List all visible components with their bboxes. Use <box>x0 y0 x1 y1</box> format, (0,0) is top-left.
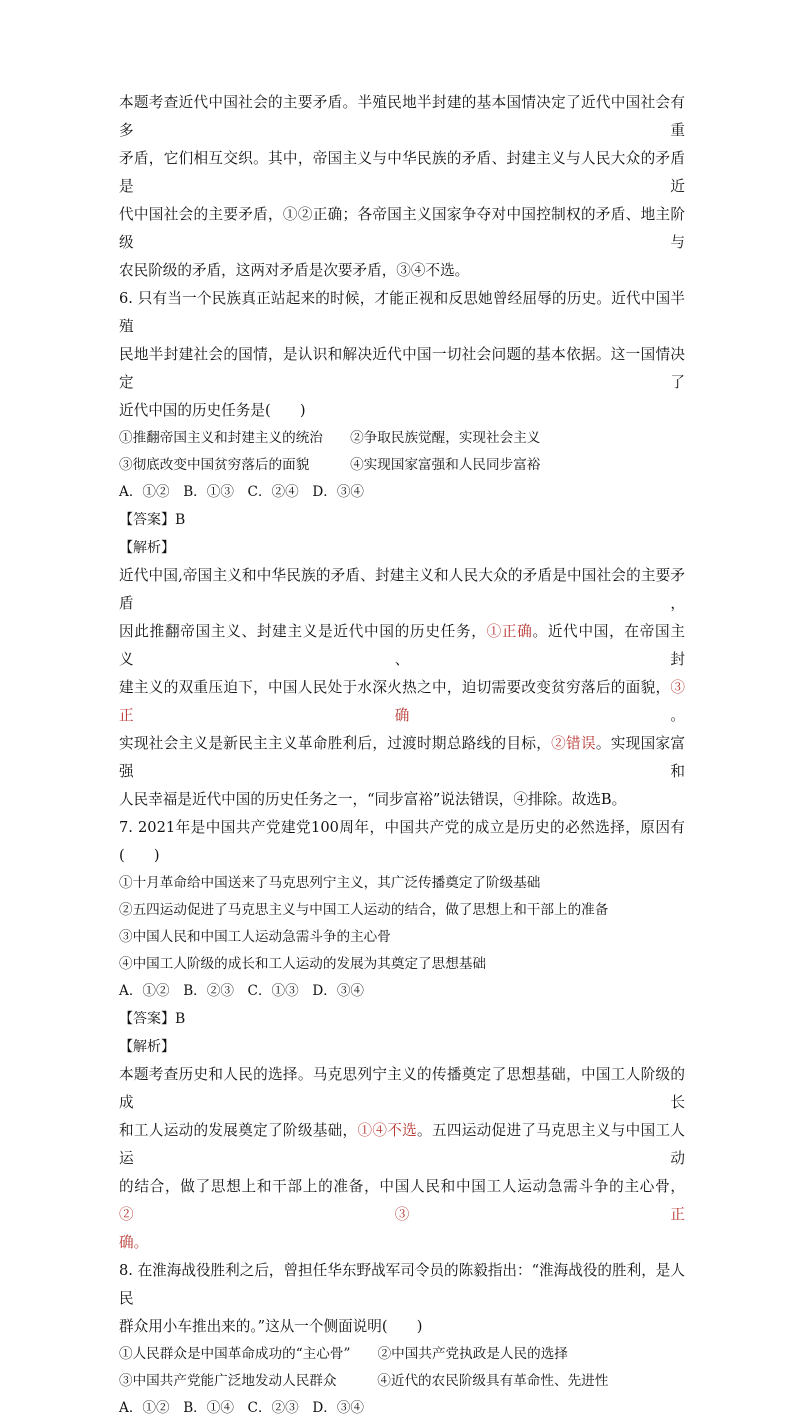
highlight-correct: ②③正 <box>119 1206 685 1223</box>
answer-choices: A．①② B．①③ C．②④ D．③④ <box>119 484 365 500</box>
text-span: 。近代中国，在帝国主义、封 <box>119 623 685 668</box>
highlight-correct: 确。 <box>119 1234 149 1251</box>
answer-tag: 【答案】B <box>119 1011 186 1027</box>
text-span: 实现社会主义是新民主主义革命胜利后，过渡时期总路线的目标， <box>119 735 552 752</box>
text-line: 人民幸福是近代中国的历史任务之一，“同步富裕”说法错误，④排除。故选B。 <box>119 791 627 808</box>
document-content <box>119 89 685 1422</box>
answer-tag: 【答案】B <box>119 512 186 528</box>
text-line <box>119 674 685 730</box>
option-line: ③中国人民和中国工人运动急需斗争的主心骨 <box>119 929 391 945</box>
text-span: 因此推翻帝国主义、封建主义是近代中国的历史任务， <box>119 623 487 640</box>
question-stem-line: 7. 2021年是中国共产党建党100周年，中国共产党的成立是历史的必然选择，原因有( ) <box>119 819 685 864</box>
option-line: ③中国共产党能广泛地发动人民群众 ④近代的农民阶级具有革命性、先进性 <box>119 1373 609 1389</box>
intro-explanation <box>119 89 685 285</box>
text-line: 近代中国,帝国主义和中华民族的矛盾、封建主义和人民大众的矛盾是中国社会的主要矛盾， <box>119 567 685 612</box>
option-line: ①人民群众是中国革命成功的“主心骨” ②中国共产党执政是人民的选择 <box>119 1346 568 1362</box>
question-stem-line: 8. 在淮海战役胜利之后，曾担任华东野战军司令员的陈毅指出：“淮海战役的胜利，是人民 <box>119 1262 685 1307</box>
text-span: 的结合，做了思想上和干部上的准备，中国人民和中国工人运动急需斗争的主心骨， <box>119 1178 685 1195</box>
text-line: 矛盾，它们相互交织。其中，帝国主义与中华民族的矛盾、封建主义与人民大众的矛盾是近 <box>119 150 685 195</box>
text-span: 和工人运动的发展奠定了阶级基础， <box>119 1122 358 1139</box>
option-line: ①十月革命给中国送来了马克思列宁主义，其广泛传播奠定了阶级基础 <box>119 875 541 891</box>
text-line: 农民阶级的矛盾，这两对矛盾是次要矛盾，③④不选。 <box>119 262 470 279</box>
question-8 <box>119 1257 685 1422</box>
question-stem-line: 群众用小车推出来的。”这从一个侧面说明( ) <box>119 1318 423 1335</box>
text-line: 本题考查历史和人民的选择。马克思列宁主义的传播奠定了思想基础，中国工人阶级的成长 <box>119 1066 685 1111</box>
analysis-tag: 【解析】 <box>119 540 175 556</box>
option-line: ④中国工人阶级的成长和工人运动的发展为其奠定了思想基础 <box>119 956 487 972</box>
text-span: 。实现国家富强和 <box>119 735 685 780</box>
option-line: ①推翻帝国主义和封建主义的统治 ②争取民族觉醒，实现社会主义 <box>119 430 541 446</box>
highlight-correct: ③正确 <box>119 679 685 724</box>
option-line: ②五四运动促进了马克思主义与中国工人运动的结合，做了思想上和干部上的准备 <box>119 902 609 918</box>
answer-choices: A．①② B．①④ C．②③ D．③④ <box>119 1400 365 1416</box>
question-stem-line: 民地半封建社会的国情，是认识和解决近代中国一切社会问题的基本依据。这一国情决定了 <box>119 346 685 391</box>
text-span: 建主义的双重压迫下，中国人民处于水深火热之中，迫切需要改变贫穷落后的面貌， <box>119 679 671 696</box>
highlight-excluded: ①④不选 <box>357 1122 418 1139</box>
text-line <box>119 1229 685 1257</box>
analysis-text <box>119 1061 685 1257</box>
analysis-tag: 【解析】 <box>119 1039 175 1055</box>
highlight-wrong: ②错误 <box>551 735 596 752</box>
question-stem-line: 6. 只有当一个民族真正站起来的时候，才能正视和反思她曾经屈辱的历史。近代中国半殖 <box>119 290 685 335</box>
text-line: 代中国社会的主要矛盾，①②正确；各帝国主义国家争夺对中国控制权的矛盾、地主阶级与 <box>119 206 685 251</box>
question-7 <box>119 814 685 1257</box>
text-span: 。 <box>670 707 685 724</box>
text-line <box>119 730 685 786</box>
text-line <box>119 1173 685 1229</box>
highlight-correct: ①正确 <box>486 623 533 640</box>
analysis-text <box>119 562 685 814</box>
text-line: 本题考查近代中国社会的主要矛盾。半殖民地半封建的基本国情决定了近代中国社会有多重 <box>119 94 685 139</box>
question-6 <box>119 285 685 814</box>
text-span: 。五四运动促进了马克思主义与中国工人运动 <box>119 1122 685 1167</box>
option-line: ③彻底改变中国贫穷落后的面貌 ④实现国家富强和人民同步富裕 <box>119 457 541 473</box>
question-stem-line: 近代中国的历史任务是( ) <box>119 402 306 419</box>
text-line <box>119 618 685 674</box>
answer-choices: A．①② B．②③ C．①③ D．③④ <box>119 983 365 999</box>
text-line <box>119 1117 685 1173</box>
